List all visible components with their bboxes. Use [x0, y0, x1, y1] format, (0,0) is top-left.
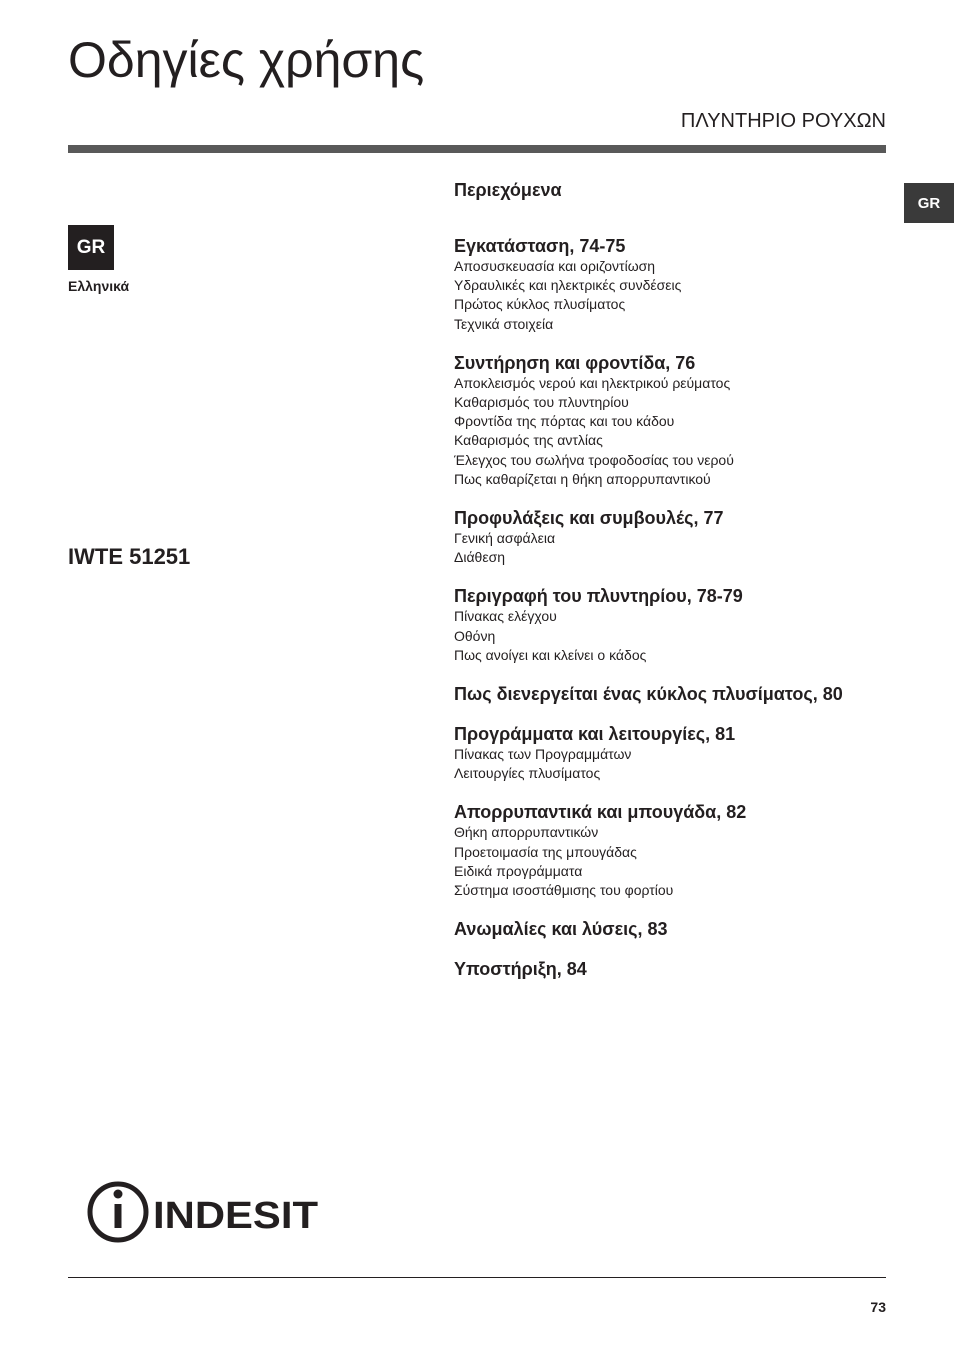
toc-item: Οθόνη: [454, 627, 496, 644]
toc-item: Διάθεση: [454, 549, 506, 566]
document-subtitle: ΠΛΥΝΤΗΡΙΟ ΡΟΥΧΩΝ: [680, 110, 886, 132]
page-number: 73: [870, 1299, 886, 1315]
table-of-contents: [454, 178, 894, 998]
toc-section: [454, 352, 894, 489]
toc-section: [454, 723, 894, 783]
language-side-tab: GR: [904, 183, 954, 223]
toc-item: Φροντίδα της πόρτας και του κάδου: [454, 413, 675, 430]
toc-section-title: Εγκατάσταση, 74-75: [454, 236, 626, 256]
toc-item: Καθαρισμός της αντλίας: [454, 432, 603, 449]
toc-heading: Περιεχόμενα: [454, 180, 562, 200]
logo-i-stem: [115, 1204, 122, 1228]
logo-i-dot: [114, 1190, 123, 1199]
brand-wordmark: INDESIT: [153, 1195, 318, 1237]
toc-item: Προετοιμασία της μπουγάδας: [454, 843, 637, 860]
toc-item: Λειτουργίες πλυσίματος: [454, 765, 601, 782]
toc-section-title: Ανωμαλίες και λύσεις, 83: [454, 919, 668, 940]
toc-item: Γενική ασφάλεια: [454, 530, 556, 547]
toc-item: Έλεγχος του σωλήνα τροφοδοσίας του νερού: [454, 451, 734, 468]
toc-section: [454, 683, 894, 705]
toc-item: Πως ανοίγει και κλείνει ο κάδος: [454, 646, 647, 663]
toc-section: [454, 958, 894, 980]
toc-item: Καθαρισμός του πλυντηρίου: [454, 394, 629, 411]
language-badge: GR: [68, 225, 114, 270]
indesit-logo-icon: [86, 1180, 326, 1244]
toc-section-title: Περιγραφή του πλυντηρίου, 78-79: [454, 586, 743, 607]
toc-item: Πως καθαρίζεται η θήκη απορρυπαντικού: [454, 470, 711, 487]
toc-item: Σύστημα ισοστάθμισης του φορτίου: [454, 882, 674, 899]
toc-item: Αποσυσκευασία και οριζοντίωση: [454, 258, 656, 274]
toc-item: Θήκη απορρυπαντικών: [454, 824, 599, 841]
toc-section-title: Πως διενεργείται ένας κύκλος πλυσίματος, 80: [454, 684, 843, 705]
toc-section: [454, 801, 894, 900]
toc-item: Ειδικά προγράμματα: [454, 862, 583, 879]
toc-section: [454, 235, 894, 334]
toc-section-title: Συντήρηση και φροντίδα, 76: [454, 352, 696, 373]
toc-item: Πίνακας ελέγχου: [454, 608, 557, 625]
toc-item: Υδραυλικές και ηλεκτρικές συνδέσεις: [454, 277, 682, 294]
footer-rule: [68, 1277, 886, 1278]
toc-item: Πρώτος κύκλος πλυσίματος: [454, 296, 626, 313]
document-title: Οδηγίες χρήσης: [68, 32, 425, 88]
model-number: IWTE 51251: [68, 544, 191, 569]
header-rule: [68, 145, 886, 153]
toc-section-title: Προγράμματα και λειτουργίες, 81: [454, 724, 736, 745]
toc-section: [454, 507, 894, 567]
toc-sections: [454, 235, 894, 980]
toc-item: Τεχνικά στοιχεία: [454, 315, 554, 332]
toc-section: [454, 918, 894, 940]
toc-section: [454, 585, 894, 665]
toc-section-title: Υποστήριξη, 84: [454, 959, 587, 980]
language-name: Ελληνικά: [68, 278, 130, 294]
toc-item: Αποκλεισμός νερού και ηλεκτρικού ρεύματος: [454, 374, 731, 391]
toc-section-title: Προφυλάξεις και συμβουλές, 77: [454, 508, 724, 529]
toc-item: Πίνακας των Προγραμμάτων: [454, 746, 632, 763]
toc-section-title: Απορρυπαντικά και μπουγάδα, 82: [454, 802, 747, 823]
